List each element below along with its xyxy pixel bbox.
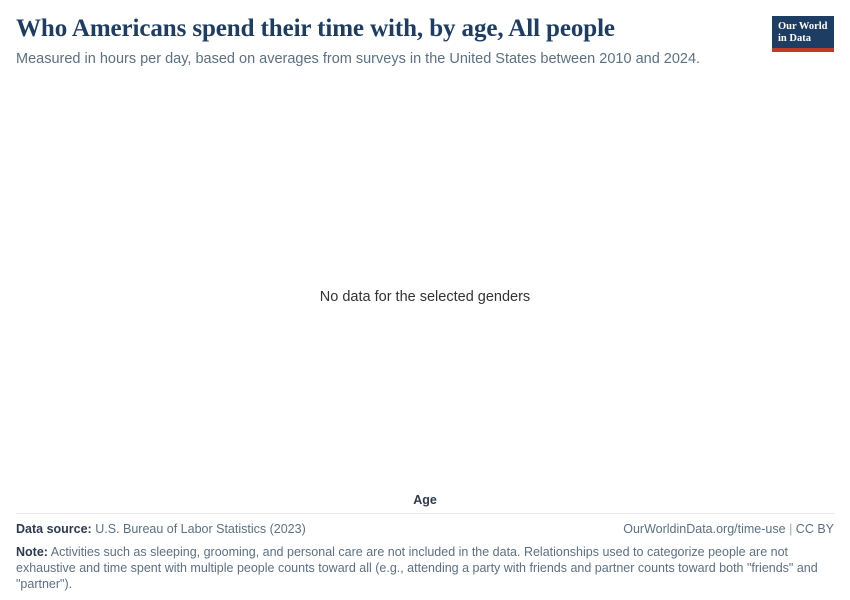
owid-site-link[interactable]: OurWorldinData.org/time-use	[623, 522, 786, 536]
footer-links	[623, 521, 834, 537]
x-axis-label: Age	[413, 493, 437, 507]
footer-separator: |	[789, 522, 793, 536]
license-link[interactable]: CC BY	[795, 522, 834, 536]
chart-header	[16, 14, 834, 69]
logo-line-2: in Data	[778, 33, 811, 44]
chart-subtitle: Measured in hours per day, based on averages from surveys in the United States between 2010 and 2024.	[16, 51, 701, 67]
no-data-message: No data for the selected genders	[319, 289, 531, 305]
note-label: Note:	[16, 545, 48, 559]
page-title: Who Americans spend their time with, by age, All people	[16, 15, 615, 42]
footer-top-row	[16, 521, 834, 537]
data-source-label: Data source:	[16, 522, 92, 536]
our-world-in-data-logo[interactable]	[772, 16, 834, 52]
note-text: Activities such as sleeping, grooming, and personal care are not included in the data. Relationships used to categorize people are not exhaustive and time spent with multiple people counts toward all (e.g., attending a party with friends and partner counts toward both "friends" and "partner").	[16, 545, 818, 591]
chart-note	[16, 544, 828, 592]
plot-area	[16, 87, 834, 507]
chart-footer	[16, 513, 834, 592]
data-source-value: U.S. Bureau of Labor Statistics (2023)	[95, 522, 306, 536]
data-source	[16, 521, 306, 537]
logo-line-1: Our World	[778, 21, 828, 32]
